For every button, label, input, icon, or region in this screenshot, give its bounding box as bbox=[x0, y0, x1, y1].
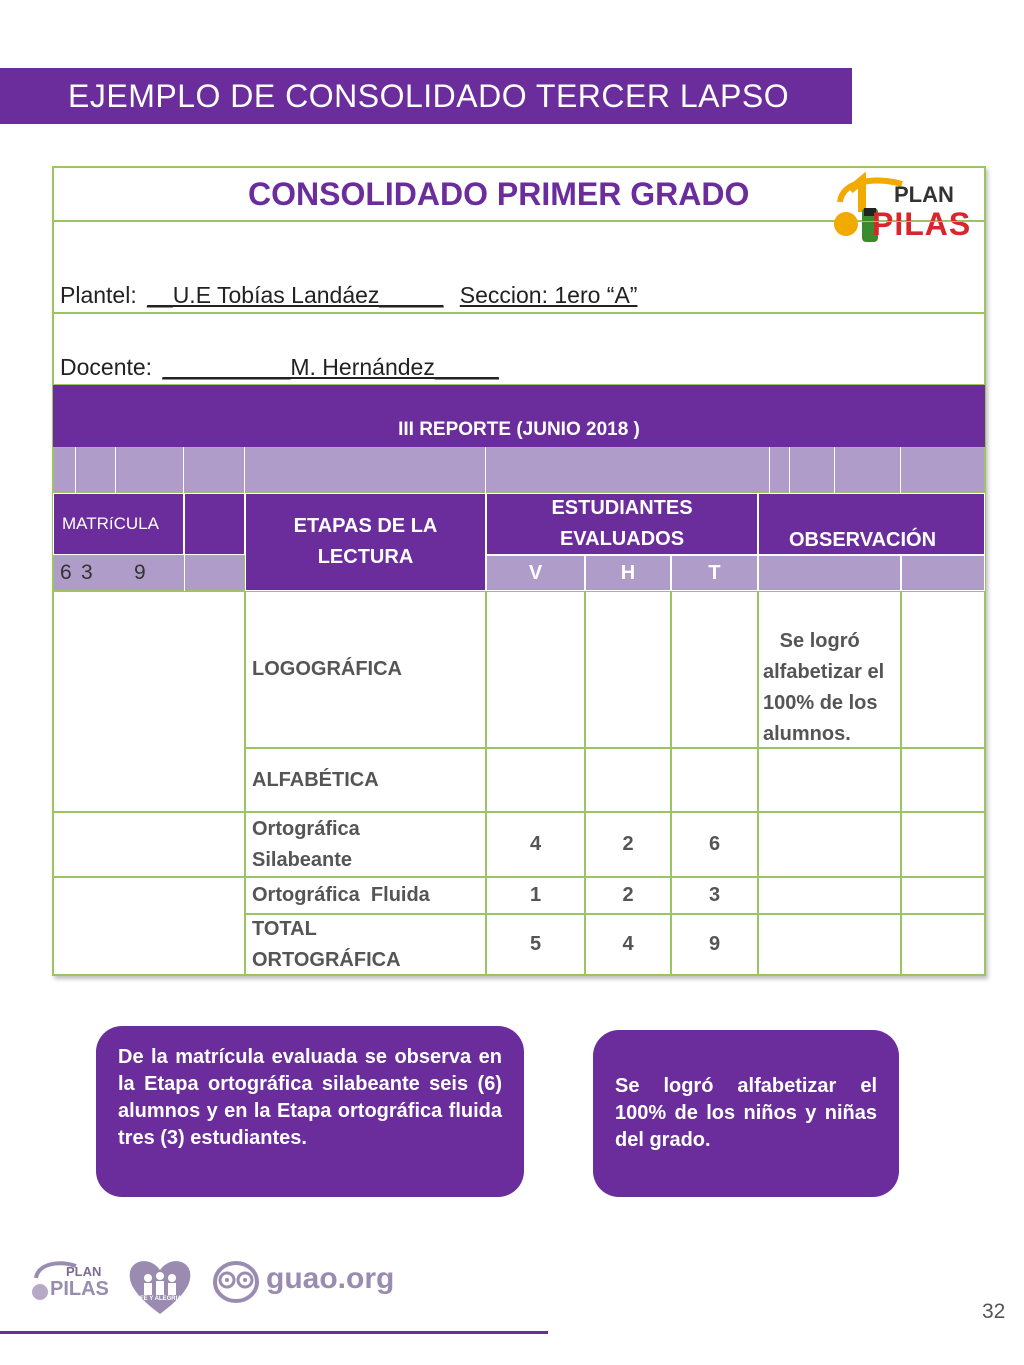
grid-line bbox=[183, 447, 184, 493]
spacer-row bbox=[53, 447, 985, 493]
alfabetica-v bbox=[486, 748, 585, 812]
footer-plan-pilas-logo bbox=[30, 1258, 108, 1308]
alfabetica-t bbox=[671, 748, 758, 812]
docente-value: __________M. Hernández_____ bbox=[162, 354, 499, 380]
silabeante-obs bbox=[758, 812, 901, 877]
logografica-h bbox=[585, 591, 671, 748]
footer-logo-plan: PLAN bbox=[66, 1264, 102, 1279]
etapa-alfabetica bbox=[245, 748, 486, 812]
total-obs bbox=[758, 914, 901, 975]
total-extra bbox=[901, 914, 985, 975]
left-block-2 bbox=[53, 812, 245, 877]
fe-y-alegria-text: FE Y ALEGRIA bbox=[140, 1296, 182, 1302]
guao-owl-icon bbox=[212, 1256, 260, 1304]
matricula-value-2: 3 bbox=[81, 561, 93, 584]
fluida-obs bbox=[758, 877, 901, 914]
grid-line bbox=[789, 447, 790, 493]
fluida-h: 2 bbox=[585, 877, 671, 914]
grid-line bbox=[75, 447, 76, 493]
col-v-header: V bbox=[486, 555, 585, 591]
matricula-header-label: MATRíCULA bbox=[62, 514, 159, 533]
matricula-header-blank bbox=[184, 493, 245, 555]
page-title: EJEMPLO DE CONSOLIDADO TERCER LAPSO bbox=[68, 78, 790, 114]
logo-pilas-text: PILAS bbox=[872, 206, 972, 242]
logografica-v bbox=[486, 591, 585, 748]
etapa-total bbox=[245, 914, 486, 975]
fluida-v: 1 bbox=[486, 877, 585, 914]
note-left-text: De la matrícula evaluada se observa en la Etapa ortográfica silabeante seis (6) alumnos y en la Etapa ortográfica fluida tres (3) estudiantes. bbox=[118, 1046, 502, 1149]
etapa-total-label: TOTAL ORTOGRÁFICA bbox=[252, 917, 401, 971]
total-v: 5 bbox=[486, 914, 585, 975]
observacion-header bbox=[758, 493, 985, 555]
matricula-value-3: 9 bbox=[134, 561, 146, 584]
seccion-value: Seccion: 1ero “A” bbox=[459, 282, 638, 308]
grid-line bbox=[244, 447, 245, 493]
alfabetica-h bbox=[585, 748, 671, 812]
etapa-silabeante-label: Ortográfica Silabeante bbox=[252, 817, 360, 871]
estudiantes-header bbox=[486, 493, 758, 555]
docente-line bbox=[60, 354, 499, 381]
fluida-t: 3 bbox=[671, 877, 758, 914]
alfabetica-extra bbox=[901, 748, 985, 812]
owl-icon bbox=[212, 1256, 260, 1304]
page-number: 32 bbox=[982, 1300, 1006, 1323]
plantel-line bbox=[60, 282, 637, 309]
footer-logo-pilas: PILAS bbox=[50, 1278, 109, 1300]
grid-line bbox=[485, 447, 486, 493]
etapa-alfabetica-label: ALFABÉTICA bbox=[252, 768, 379, 791]
matricula-value-1: 6 bbox=[60, 561, 72, 584]
etapa-fluida-label: Ortográfica Fluida bbox=[252, 884, 430, 906]
alfabetica-obs bbox=[758, 748, 901, 812]
table-heading: CONSOLIDADO PRIMER GRADO bbox=[248, 176, 750, 212]
etapa-logografica-label: LOGOGRÁFICA bbox=[252, 658, 402, 680]
obs-header-spacer bbox=[758, 555, 901, 591]
page-title-band bbox=[0, 68, 852, 124]
etapa-logografica bbox=[245, 591, 486, 748]
footer-line bbox=[0, 1331, 548, 1334]
etapa-silabeante bbox=[245, 812, 486, 877]
note-right bbox=[593, 1030, 899, 1197]
heart-icon bbox=[126, 1256, 194, 1318]
silabeante-extra bbox=[901, 812, 985, 877]
matricula-header bbox=[53, 493, 184, 555]
grid-line bbox=[115, 447, 116, 493]
silabeante-v: 4 bbox=[486, 812, 585, 877]
grid-line bbox=[900, 447, 901, 493]
note-left bbox=[96, 1026, 524, 1197]
report-title: III REPORTE (JUNIO 2018 ) bbox=[53, 385, 985, 447]
logografica-obs bbox=[758, 591, 901, 748]
note-right-text: Se logró alfabetizar el 100% de los niños y niñas del grado. bbox=[615, 1075, 877, 1151]
col-t-header: T bbox=[671, 555, 758, 591]
total-h: 4 bbox=[585, 914, 671, 975]
silabeante-h: 2 bbox=[585, 812, 671, 877]
grid-line bbox=[184, 555, 185, 591]
etapas-header-label: ETAPAS DE LA LECTURA bbox=[293, 515, 438, 568]
obs-header-spacer-2 bbox=[901, 555, 985, 591]
silabeante-t: 6 bbox=[671, 812, 758, 877]
plantel-value: __U.E Tobías Landáez_____ bbox=[147, 282, 444, 308]
grid-line bbox=[769, 447, 770, 493]
fluida-extra bbox=[901, 877, 985, 914]
left-block-3 bbox=[53, 877, 245, 975]
col-h-header: H bbox=[585, 555, 671, 591]
observacion-header-label: OBSERVACIÓN bbox=[789, 529, 937, 551]
left-block-1 bbox=[53, 591, 245, 812]
etapa-fluida bbox=[245, 877, 486, 914]
etapas-header bbox=[245, 493, 486, 591]
estudiantes-header-label: ESTUDIANTES EVALUADOS bbox=[551, 497, 693, 550]
fe-y-alegria-logo bbox=[126, 1256, 194, 1318]
logografica-extra bbox=[901, 591, 985, 748]
docente-label: Docente: bbox=[60, 354, 153, 380]
plantel-label: Plantel: bbox=[60, 282, 137, 308]
grid-line bbox=[834, 447, 835, 493]
logo-plan-text: PLAN bbox=[894, 182, 954, 207]
guao-logo-text: guao.org bbox=[266, 1262, 395, 1295]
logografica-t bbox=[671, 591, 758, 748]
logografica-obs-text: Se logró alfabetizar el 100% de los alumnos. bbox=[763, 630, 890, 745]
total-t: 9 bbox=[671, 914, 758, 975]
